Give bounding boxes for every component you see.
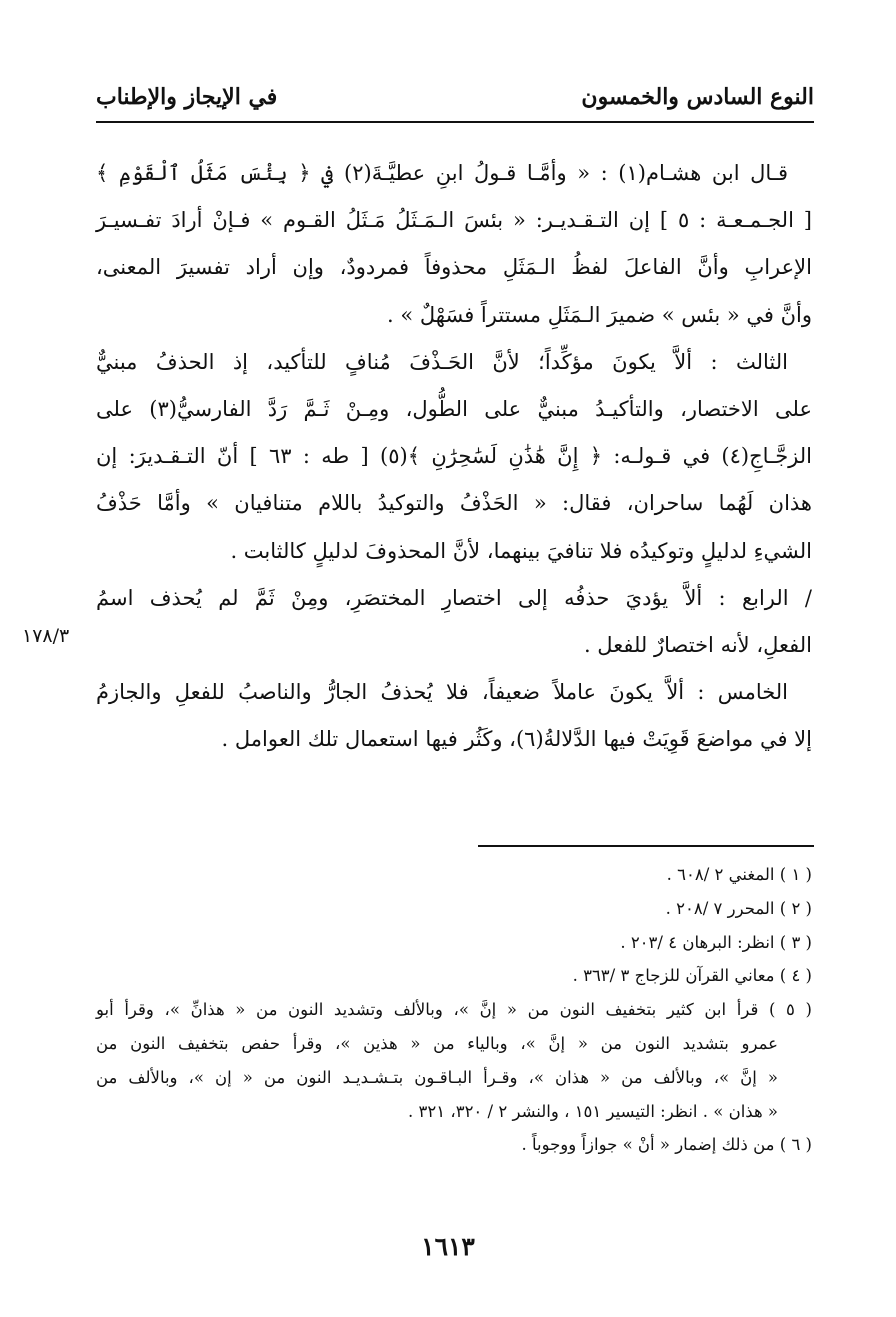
text-line: الإعرابِ وأنَّ الفاعلَ لفظُ الـمَثَلِ محذوفاً فمردودٌ، وإن أراد تفسيرَ المعنى، — [96, 255, 812, 280]
footnote: ( ١ ) المغني ٢ /٦٠٨ . — [666, 865, 812, 884]
main-text — [96, 150, 812, 763]
text-line: الزجَّـاجِ(٤) في قـولـه: ﴿ إِنَّ هَٰذَٰنِ لَسَٰحِرَٰنِ ﴾(٥) [ طه : ٦٣ ] أنّ التـقـديرَ: إن — [96, 444, 813, 469]
footnote-divider — [478, 845, 814, 847]
footnote: ( ٥ ) قرأ ابن كثير بتخفيف النون من « إنَّ »، وبالألف وتشديد النون من « هذانِّ »، وقرأ أبو — [96, 1000, 812, 1020]
text-line: قـال ابن هشـام(١) : « وأمَّـا قـولُ ابنِ عطيَّـةَ(٢) في ﴿ بِئْسَ مَثَلُ ٱلْقَوْمِ ﴾ — [96, 161, 788, 185]
chapter-title: النوع السادس والخمسون — [581, 84, 814, 110]
section-title: في الإيجاز والإطناب — [96, 84, 278, 110]
text-line: الخامس : ألاَّ يكونَ عاملاً ضعيفاً، فلا يُحذفُ الجارُّ والناصبُ للفعلِ والجازمُ — [96, 680, 788, 705]
running-header — [96, 80, 814, 120]
header-divider — [96, 121, 814, 123]
text-line: الشيءِ لدليلٍ وتوكيدُه فلا تنافيَ بينهما، لأنَّ المحذوفَ لدليلٍ كالثابت . — [230, 538, 812, 563]
text-line: الثالث : ألاَّ يكونَ مؤكِّداً؛ لأنَّ الحَـذْفَ مُنافٍ للتأكيد، إذ الحذفُ مبنيٌّ — [96, 349, 788, 374]
footnote: ( ٤ ) معاني القرآن للزجاج ٣ /٣٦٣ . — [572, 966, 812, 986]
text-line: هذان لَهُما ساحران، فقال: « الحَذْفُ والتوكيدُ باللام متنافيان » وأمَّا حَذْفُ — [96, 491, 812, 516]
footnote: ( ٦ ) من ذلك إضمار « أنْ » جوازاً ووجوباً . — [521, 1135, 812, 1155]
margin-page-reference: ١٧٨/٣ — [22, 625, 70, 647]
footnote-continuation: عمرو بتشديد النون من « إنَّ »، وبالياء من « هذين »، وقرأ حفص بتخفيف النون من — [96, 1033, 778, 1053]
text-line: وأنَّ في « بئس » ضميرَ الـمَثَلِ مستتراً فسَهْلٌ » . — [387, 302, 812, 327]
footnote: ( ٢ ) المحرر ٧ /٢٠٨ . — [665, 898, 812, 918]
footnote: ( ٣ ) انظر: البرهان ٤ /٢٠٣ . — [620, 932, 812, 952]
footnote-continuation: « هذان » . انظر: التيسير ١٥١ ، والنشر ٢ / ٣٢٠، ٣٢١ . — [408, 1101, 778, 1121]
text-line: على الاختصار، والتأكيـدُ مبنيٌّ على الطُّول، ومِـنْ ثَـمَّ رَدَّ الفارسيُّ(٣) على — [96, 396, 812, 421]
footnote-continuation: « إنَّ »، وبالألف من « هذان »، وقـرأ البـاقـون بتـشـديـد النون من « إن »، وبالألف من — [96, 1067, 778, 1087]
text-line: / الرابع : ألاَّ يؤديَ حذفُه إلى اختصارِ المختصَرِ، ومِنْ ثَمَّ لم يُحذف اسمُ — [96, 585, 812, 610]
footnotes — [96, 858, 812, 1162]
text-line: الفعلِ، لأنه اختصارٌ للفعل . — [583, 632, 812, 657]
text-line: إلا في مواضعَ قَوِيَتْ فيها الدَّلالةُ(٦)، وكَثُر فيها استعمال تلك العوامل . — [221, 727, 812, 752]
page-number: ١٦١٣ — [421, 1232, 475, 1261]
text-line: [ الجـمـعـة : ٥ ] إن التـقـديـر: « بئسَ الـمَـثَلُ مَـثَلُ القـوم » فـإنْ أرادَ تفـسيـرَ — [96, 208, 812, 233]
